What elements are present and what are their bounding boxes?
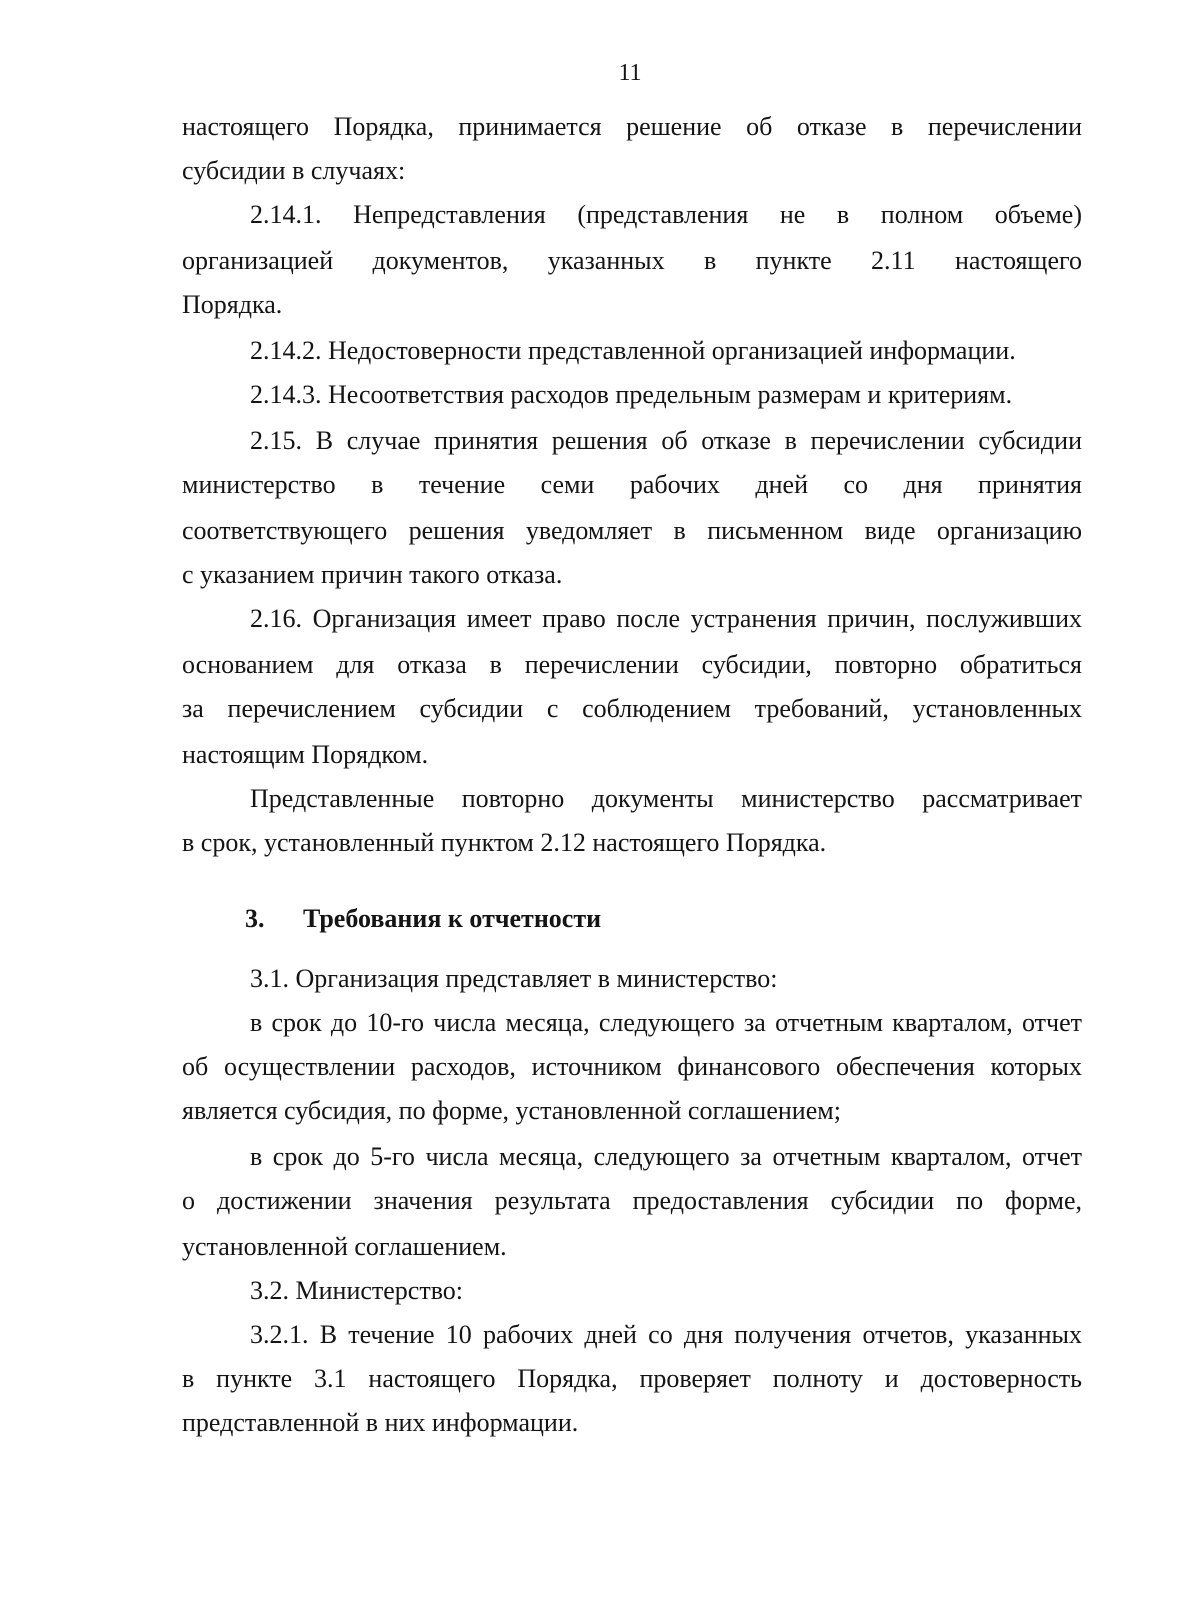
text-line: установленной соглашением. (182, 1232, 507, 1261)
text-line: настоящим Порядком. (182, 740, 429, 769)
text-line: Порядка. (182, 290, 283, 319)
text-line: 2.14.3. Несоответствия расходов предельным размерам и критериям. (250, 380, 1013, 409)
text-line: 3.2. Министерство: (250, 1276, 464, 1305)
text-line: 2.15. В случае принятия решения об отказе в перечислении субсидии (250, 426, 1082, 455)
text-line: организацией документов, указанных в пункте 2.11 настоящего (182, 246, 1082, 275)
text-line: настоящего Порядка, принимается решение об отказе в перечислении (182, 112, 1082, 141)
section-title: Требования к отчетности (303, 904, 602, 933)
text-line: основанием для отказа в перечислении субсидии, повторно обратиться (182, 650, 1082, 679)
text-line: соответствующего решения уведомляет в письменном виде организацию (182, 516, 1082, 545)
section-number: 3. (245, 904, 265, 933)
text-line: 2.14.2. Недостоверности представленной организацией информации. (250, 336, 1016, 365)
text-line: в срок, установленный пунктом 2.12 настоящего Порядка. (182, 828, 827, 857)
text-line: в срок до 10-го числа месяца, следующего за отчетным кварталом, отчет (250, 1008, 1082, 1037)
page-number: 11 (618, 60, 642, 86)
text-line: в пункте 3.1 настоящего Порядка, проверяет полноту и достоверность (182, 1364, 1082, 1393)
text-line: 2.14.1. Непредставления (представления не в полном объеме) (250, 200, 1082, 229)
text-line: за перечислением субсидии с соблюдением требований, установленных (182, 694, 1082, 723)
text-line: 3.1. Организация представляет в министерство: (250, 964, 778, 993)
text-line: Представленные повторно документы министерство рассматривает (250, 784, 1082, 813)
text-line: министерство в течение семи рабочих дней со дня принятия (182, 470, 1082, 499)
text-line: субсидии в случаях: (182, 156, 406, 185)
text-line: 2.16. Организация имеет право после устранения причин, послуживших (250, 604, 1082, 633)
text-line: об осуществлении расходов, источником финансового обеспечения которых (182, 1052, 1082, 1081)
text-line: с указанием причин такого отказа. (182, 560, 563, 589)
text-line: в срок до 5-го числа месяца, следующего за отчетным кварталом, отчет (250, 1142, 1082, 1171)
text-line: 3.2.1. В течение 10 рабочих дней со дня получения отчетов, указанных (250, 1320, 1082, 1349)
text-line: является субсидия, по форме, установленной соглашением; (182, 1096, 841, 1125)
text-line: о достижении значения результата предоставления субсидии по форме, (182, 1186, 1082, 1215)
section-heading (245, 902, 1145, 936)
text-line: представленной в них информации. (182, 1408, 579, 1437)
